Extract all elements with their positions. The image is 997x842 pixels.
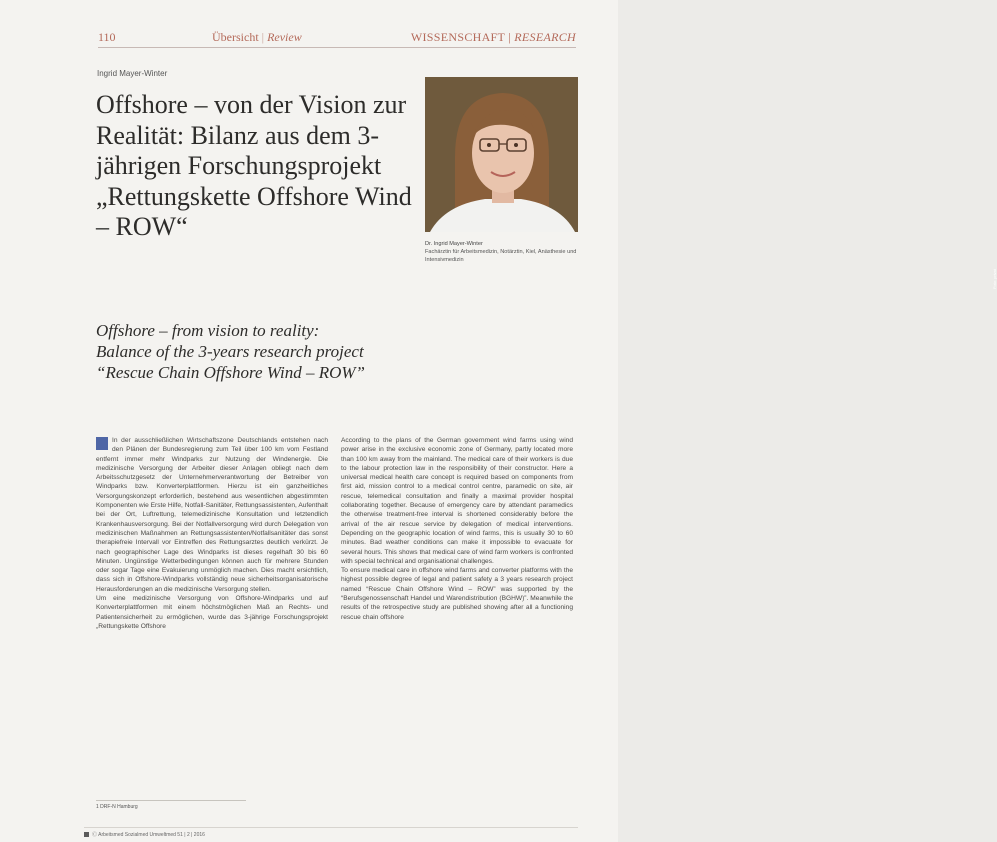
body-column-german (96, 436, 328, 631)
subtitle-line: Offshore – from vision to reality: (96, 321, 320, 340)
footer-citation: Ⓒ Arbeitsmed Sozialmed Umweltmed 51 | 2 | 2016 (92, 832, 205, 838)
section-label-right (411, 30, 576, 45)
subtitle-line: “Rescue Chain Offshore Wind – ROW” (96, 363, 365, 382)
author-line: Ingrid Mayer-Winter (97, 69, 168, 78)
caption-details: Fachärztin für Arbeitsmedizin, Notärztin, Kiel, Anästhesie und Intensivmedizin (425, 249, 577, 263)
footnote-rule (96, 800, 246, 801)
page-number: 110 (98, 30, 116, 44)
section-label-left (212, 30, 302, 45)
photo-caption (425, 240, 585, 264)
body-paragraph: To ensure medical care in offshore wind farms and converter platforms with the highest possible degree of legal and patient safety a 3 years research project named “Rescue Chain Offshore Wind – ROW” was supported by the “Berufsgenossenschaft Handel und Warendistribution (BGHW)”. Meanwhile the results of the retrospective study are published showing after all a functioning rescue chain offshore (341, 567, 573, 621)
dropcap-marker (96, 437, 108, 450)
caption-name: Dr. Ingrid Mayer-Winter (425, 241, 483, 247)
section-left-en: Review (267, 30, 302, 44)
portrait-eye-right (514, 143, 518, 147)
portrait-eye-left (487, 143, 491, 147)
page-footer (84, 831, 205, 838)
footer-rule (84, 827, 578, 828)
body-paragraph: In der ausschließlichen Wirtschaftszone Deutschlands entstehen nach den Plänen der Bundesregierung zum Teil über 100 km vom Festland entfernt immer mehr Windparks zur Nutzung der Windenergie. Die medizinische Versorgung der Arbeiter dieser Anlagen obliegt nach dem Arbeitsschutzgesetz der Unternehmerverantwortung der Betreiber von Windparks bzw. Konverterplattformen. Hierzu ist ein ganzheitliches Versorgungskonzept erforderlich, bestehend aus wesentlichen abgestimmten Komponenten wie Erste Hilfe, Notfall-Sanitäter, Rettungsassistenten, Aufenthalt bei der Ort, Luftrettung, telemedizinische Konsultation und letztendlich Krankenhausversorgung. Bei der Notfallversorgung wird durch Delegation von medizinischen Maßnahmen an Rettungsassistenten/Notfallsanitäter das sonst therapiefreie Intervall vor Eintreffen des Rettungsarztes deutlich verkürzt. Je nach geographischer Lage des Windparks ist dieses regelhaft 30 bis 60 Minuten. Ungünstige Wetterbedingungen können auch für mehrere Stunden oder sogar Tage eine Evakuierung unmöglich machen. Dies macht ersichtlich, dass sich in Offshore-Windparks vollständig neue sicherheitsorganisatorische Herausforderungen an die medizinische Versorgung stellen. (96, 437, 329, 593)
footnote: 1 DRF-N Hamburg (96, 804, 138, 810)
section-right-de: WISSENSCHAFT (410, 30, 505, 44)
body-paragraph: According to the plans of the German government wind farms using wind power arise in the exclusive economic zone of Germany, partly located more than 100 km away from the mainland. The medical care of their workers is due to the labour protection law in the responsibility of their constructor. Here a universal medical health care concept is required based on components from first aid, mission control to a medical control centre, paramedic on site, air rescue, telemedical consultation and finally a maximal provider hospital collaborating together. Because of emergency care by attendant paramedics the otherwise treatment-free interval is shortened considerably before the arrival of the air rescue service by delegation of medical interventions. Depending on the geographic location of wind farms, this is usually 30 to 60 minutes. Bad weather conditions can make it impossible to evacuate for several hours. This shows that medical care of wind farm workers is confronted with special technical and organisational challenges. (341, 437, 573, 565)
subtitle-line: Balance of the 3-years research project (96, 342, 364, 361)
body-paragraph: Um eine medizinische Versorgung von Offshore-Windparks und auf Konverterplattformen mit einem höchstmöglichen Maß an Rechts- und Patientensicherheit zu ermöglichen, wurde das 3-jährige Forschungsprojekt „Rettungskette Offshore (96, 595, 328, 630)
section-left-de: Übersicht (212, 30, 259, 44)
page-header (98, 30, 576, 46)
article-subtitle (96, 320, 516, 383)
portrait-image (425, 77, 578, 232)
article-title: Offshore – von der Vision zur Realität: Bilanz aus dem 3-jährigen Forschungsprojekt „Rettungskette Offshore Wind – ROW“ (96, 90, 412, 241)
section-right-en: RESEARCH (514, 30, 576, 44)
header-rule (98, 47, 576, 48)
body-column-english (341, 436, 573, 622)
footer-square-icon (84, 832, 89, 837)
section-right-separator: | (504, 30, 515, 44)
section-left-separator: | (258, 30, 268, 44)
photo-credit: Foto: privat (992, 268, 997, 289)
